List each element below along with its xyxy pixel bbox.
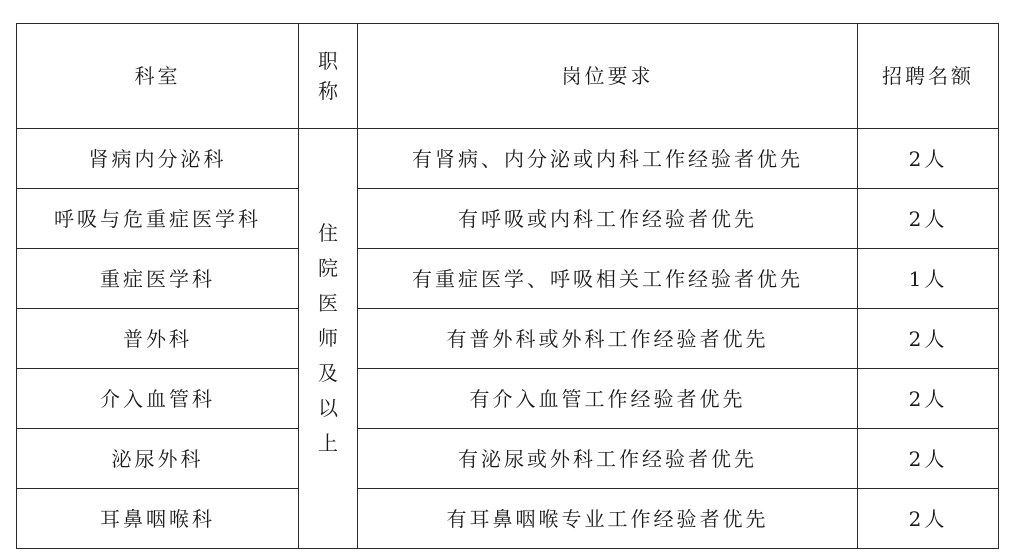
table-row xyxy=(17,249,999,309)
header-quota: 招聘名额 xyxy=(858,24,999,129)
requirement-cell: 有重症医学、呼吸相关工作经验者优先 xyxy=(358,249,858,309)
header-requirement: 岗位要求 xyxy=(358,24,858,129)
table-row xyxy=(17,429,999,489)
header-row xyxy=(17,24,999,129)
quota-cell: 2人 xyxy=(858,309,999,369)
title-char: 院 xyxy=(318,256,338,280)
department-cell: 耳鼻咽喉科 xyxy=(17,489,299,549)
quota-cell: 2人 xyxy=(858,189,999,249)
requirement-cell: 有泌尿或外科工作经验者优先 xyxy=(358,429,858,489)
table-row xyxy=(17,189,999,249)
quota-cell: 2人 xyxy=(858,429,999,489)
requirement-cell: 有肾病、内分泌或内科工作经验者优先 xyxy=(358,129,858,189)
quota-cell: 2人 xyxy=(858,369,999,429)
header-title-char: 职 xyxy=(318,49,338,73)
title-char: 及 xyxy=(318,361,338,385)
table-row xyxy=(17,129,999,189)
header-title-char: 称 xyxy=(318,79,338,103)
header-department: 科室 xyxy=(17,24,299,129)
title-char: 上 xyxy=(318,431,338,455)
department-cell: 重症医学科 xyxy=(17,249,299,309)
table-row xyxy=(17,489,999,549)
header-title xyxy=(299,24,358,129)
department-cell: 介入血管科 xyxy=(17,369,299,429)
quota-cell: 2人 xyxy=(858,489,999,549)
department-cell: 泌尿外科 xyxy=(17,429,299,489)
department-cell: 呼吸与危重症医学科 xyxy=(17,189,299,249)
title-cell xyxy=(299,129,358,549)
title-char: 医 xyxy=(318,291,338,315)
requirement-cell: 有呼吸或内科工作经验者优先 xyxy=(358,189,858,249)
requirement-cell: 有介入血管工作经验者优先 xyxy=(358,369,858,429)
requirement-cell: 有耳鼻咽喉专业工作经验者优先 xyxy=(358,489,858,549)
title-char: 住 xyxy=(318,221,338,245)
table-row xyxy=(17,369,999,429)
quota-cell: 2人 xyxy=(858,129,999,189)
requirement-cell: 有普外科或外科工作经验者优先 xyxy=(358,309,858,369)
title-char: 以 xyxy=(318,396,338,420)
quota-cell: 1人 xyxy=(858,249,999,309)
recruitment-table xyxy=(16,23,999,549)
title-char: 师 xyxy=(318,326,338,350)
table-row xyxy=(17,309,999,369)
department-cell: 肾病内分泌科 xyxy=(17,129,299,189)
department-cell: 普外科 xyxy=(17,309,299,369)
